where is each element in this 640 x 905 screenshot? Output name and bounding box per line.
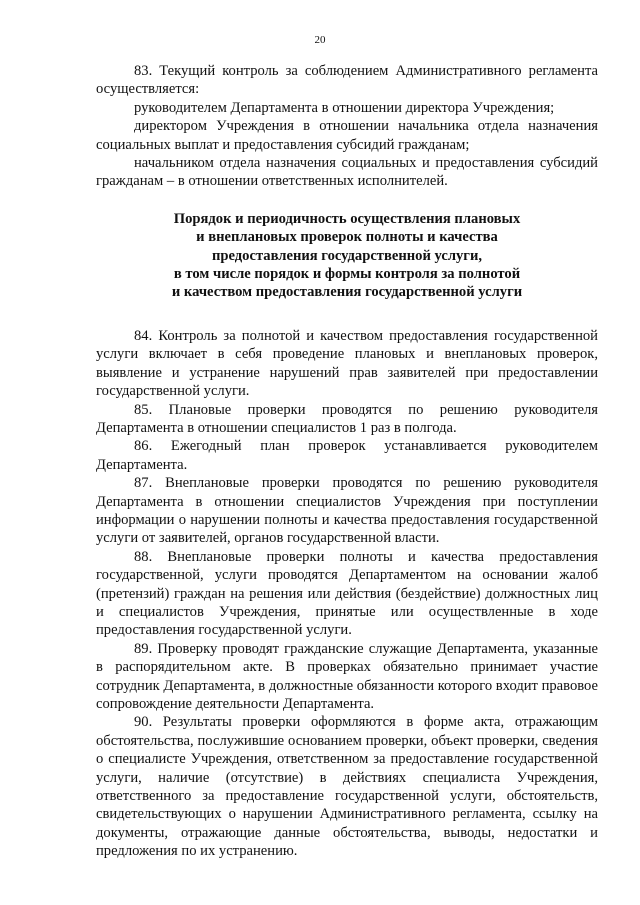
section-heading xyxy=(96,210,598,302)
paragraph-84: 84. Контроль за полнотой и качеством предоставления государственной услуги включает в себя проведение плановых и внеплановых проверок, выявление и устранение нарушений прав заявителей при предоставлении государственной услуги. xyxy=(96,327,598,400)
paragraph-90: 90. Результаты проверки оформляются в форме акта, отражающим обстоятельства, послужившие основанием проверки, объект проверки, сведения о специалисте Учреждения, ответственном за предоставление государственной услуги, наличие (отсутствие) в действиях специалиста Учреждения, ответственного за предоставление государственной услуги, обстоятельств, свидетельствующих о нарушении Административного регламента, ссылку на документы, отражающие данные обстоятельства, выводы, недостатки и предложения по их устранению. xyxy=(96,714,598,860)
heading-line: в том числе порядок и формы контроля за полнотой xyxy=(173,266,521,283)
section-inspections xyxy=(96,327,598,861)
paragraph-85: 85. Плановые проверки проводятся по решению руководителя Департамента в отношении специалистов 1 раз в полгода. xyxy=(96,401,598,436)
document-body xyxy=(96,62,598,861)
heading-line: предоставления государственной услуги, xyxy=(211,247,482,264)
paragraph-83-item-1: руководителем Департамента в отношении директора Учреждения; xyxy=(134,99,555,116)
paragraph-83: 83. Текущий контроль за соблюдением Административного регламента осуществляется: xyxy=(96,63,598,98)
paragraph-83-item-2: директором Учреждения в отношении начальника отдела назначения социальных выплат и предоставления субсидий гражданам; xyxy=(96,118,598,153)
paragraph-89: 89. Проверку проводят гражданские служащие Департамента, указанные в распорядительном акте. В проверках обязательно принимает участие сотрудник Департамента, в должностные обязанности которого входит правовое сопровождение деятельности Департамента. xyxy=(96,640,598,712)
section-current-control xyxy=(96,62,598,191)
page-number: 20 xyxy=(314,34,326,46)
paragraph-87: 87. Внеплановые проверки проводятся по решению руководителя Департамента в отношении специалистов Учреждения при поступлении информации о нарушении полноты и качества предоставления государственной услуги от заявителей, органов государственной власти. xyxy=(96,475,598,547)
heading-line: и внеплановых проверок полноты и качества xyxy=(196,229,498,246)
heading-line: Порядок и периодичность осуществления плановых xyxy=(173,210,521,227)
paragraph-86: 86. Ежегодный план проверок устанавливается руководителем Департамента. xyxy=(96,438,598,473)
paragraph-88: 88. Внеплановые проверки полноты и качества предоставления государственной, услуги проводятся Департаментом на основании жалоб (претензий) граждан на решения или действия (бездействие) должностных лиц и специалистов Учреждения, принятые или осуществленные в ходе предоставления государственной услуги. xyxy=(96,548,598,639)
heading-line: и качеством предоставления государственной услуги xyxy=(171,284,523,301)
paragraph-83-item-3: начальником отдела назначения социальных и предоставления субсидий гражданам – в отношении ответственных исполнителей. xyxy=(96,155,598,190)
